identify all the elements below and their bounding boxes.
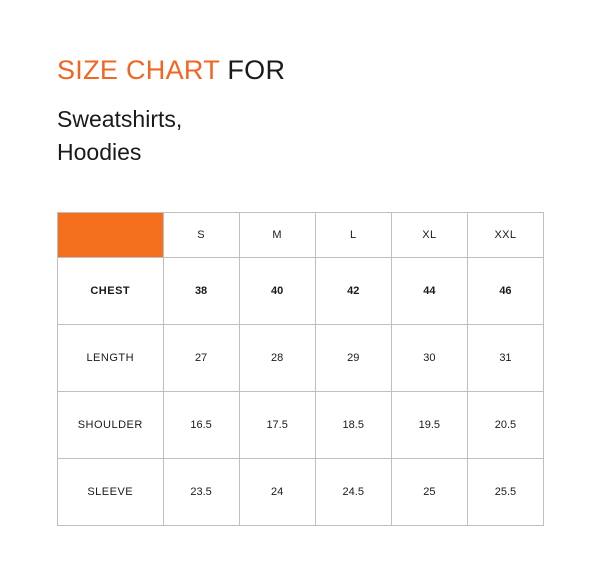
table-header-row xyxy=(58,213,544,258)
column-header-xxl: XXL xyxy=(467,213,543,258)
cell-chest-xxl: 46 xyxy=(467,258,543,325)
column-header-xl: XL xyxy=(391,213,467,258)
page-title-rest: FOR xyxy=(219,55,286,85)
size-chart-table xyxy=(57,212,544,526)
column-header-m: M xyxy=(239,213,315,258)
table-row xyxy=(58,325,544,392)
cell-length-xxl: 31 xyxy=(467,325,543,392)
page-subtitle-line-1: Sweatshirts, xyxy=(57,106,183,132)
cell-sleeve-l: 24.5 xyxy=(315,459,391,526)
cell-length-l: 29 xyxy=(315,325,391,392)
table-row xyxy=(58,459,544,526)
cell-shoulder-xxl: 20.5 xyxy=(467,392,543,459)
table-row xyxy=(58,258,544,325)
table-corner-cell xyxy=(58,213,164,258)
column-header-l: L xyxy=(315,213,391,258)
cell-shoulder-m: 17.5 xyxy=(239,392,315,459)
cell-sleeve-m: 24 xyxy=(239,459,315,526)
cell-chest-s: 38 xyxy=(163,258,239,325)
cell-length-s: 27 xyxy=(163,325,239,392)
cell-length-m: 28 xyxy=(239,325,315,392)
cell-sleeve-xxl: 25.5 xyxy=(467,459,543,526)
page-title xyxy=(57,55,285,86)
page-subtitle xyxy=(57,103,182,169)
page-title-accent: SIZE CHART xyxy=(57,55,220,85)
row-label-chest: CHEST xyxy=(58,258,164,325)
cell-sleeve-xl: 25 xyxy=(391,459,467,526)
cell-chest-m: 40 xyxy=(239,258,315,325)
cell-shoulder-l: 18.5 xyxy=(315,392,391,459)
column-header-s: S xyxy=(163,213,239,258)
cell-chest-xl: 44 xyxy=(391,258,467,325)
cell-chest-l: 42 xyxy=(315,258,391,325)
page-subtitle-line-2: Hoodies xyxy=(57,139,142,165)
table-row xyxy=(58,392,544,459)
cell-shoulder-s: 16.5 xyxy=(163,392,239,459)
row-label-shoulder: SHOULDER xyxy=(58,392,164,459)
row-label-sleeve: SLEEVE xyxy=(58,459,164,526)
cell-shoulder-xl: 19.5 xyxy=(391,392,467,459)
row-label-length: LENGTH xyxy=(58,325,164,392)
cell-length-xl: 30 xyxy=(391,325,467,392)
cell-sleeve-s: 23.5 xyxy=(163,459,239,526)
